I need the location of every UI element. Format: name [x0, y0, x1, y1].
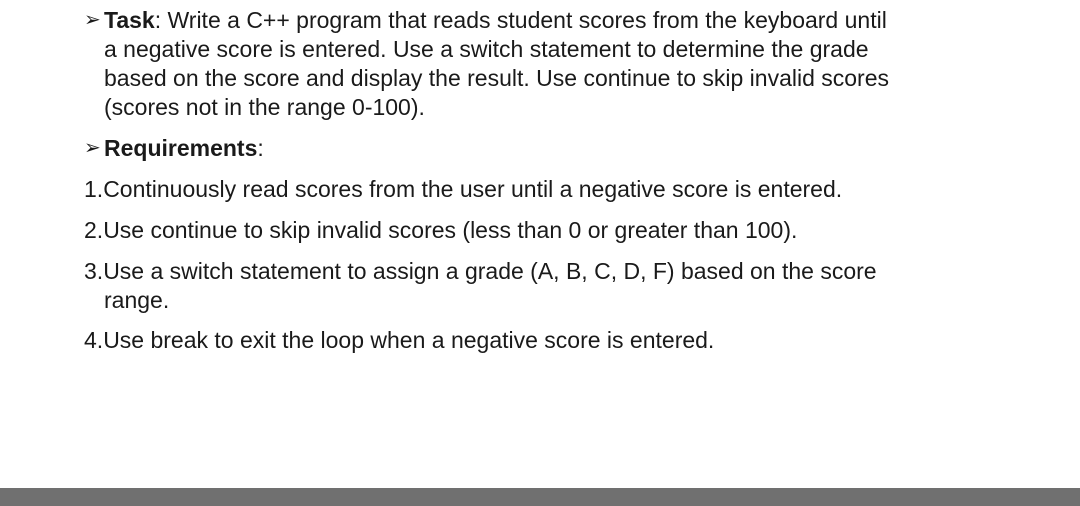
list-item — [84, 326, 983, 355]
list-item — [84, 257, 983, 315]
task-separator: : — [154, 7, 162, 33]
arrow-bullet-icon: ➢ — [84, 137, 101, 159]
list-item-text-continued: range. — [104, 287, 170, 313]
task-paragraph — [84, 6, 889, 122]
list-item — [84, 175, 983, 204]
list-item-number: 2. — [84, 217, 104, 243]
list-item — [84, 216, 983, 245]
arrow-bullet-icon: ➢ — [84, 9, 101, 31]
list-item-number: 3. — [84, 258, 104, 284]
task-text-1: Write a C++ program that reads student scores from the keyboard until — [161, 7, 887, 33]
task-line-4: (scores not in the range 0-100). — [104, 94, 425, 120]
list-item-text: Continuously read scores from the user until a negative score is entered. — [103, 176, 843, 202]
list-item-text: Use a switch statement to assign a grade (A, B, C, D, F) based on the score — [103, 258, 877, 284]
task-line-1 — [104, 6, 887, 35]
bottom-bar — [0, 488, 1080, 506]
list-item-number: 1. — [84, 176, 104, 202]
list-item-text: Use break to exit the loop when a negative score is entered. — [103, 327, 715, 353]
list-item-text: Use continue to skip invalid scores (less than 0 or greater than 100). — [103, 217, 798, 243]
task-heading: Task — [104, 7, 155, 33]
task-line-3: based on the score and display the result. Use continue to skip invalid scores — [104, 65, 889, 91]
list-item-number: 4. — [84, 327, 104, 353]
task-line-2: a negative score is entered. Use a switch statement to determine the grade — [104, 36, 869, 62]
requirements-heading: Requirements — [104, 135, 258, 161]
requirements-heading-line — [84, 134, 264, 163]
requirements-separator: : — [257, 135, 264, 161]
